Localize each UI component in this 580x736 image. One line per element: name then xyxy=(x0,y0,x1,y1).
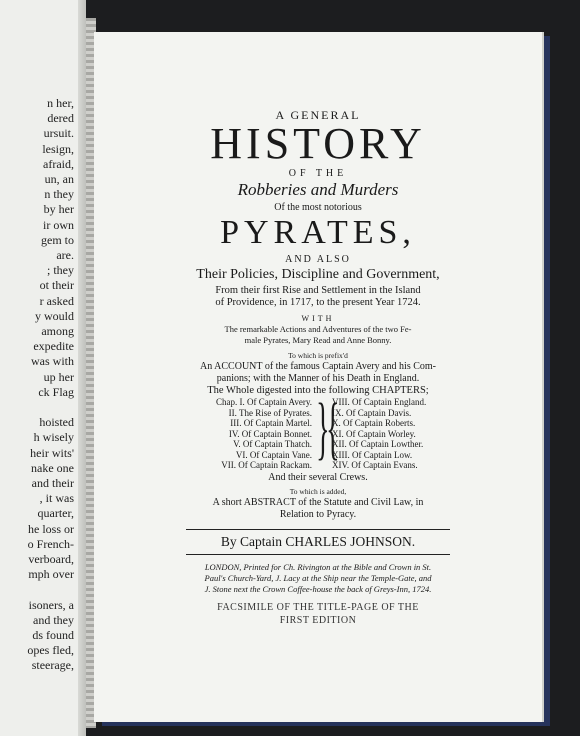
facsimile-line-1: FACSIMILE OF THE TITLE-PAGE OF THE xyxy=(217,602,419,613)
account-line-2: panions; with the Manner of his Death in England. xyxy=(216,373,420,384)
title-page xyxy=(94,32,542,722)
left-page-line: expedite xyxy=(33,339,74,354)
left-page xyxy=(0,0,86,736)
rise-line-2: of Providence, in 1717, to the present Year 1724. xyxy=(215,297,421,308)
left-page-line: by her xyxy=(43,202,74,217)
divider-bottom xyxy=(186,554,450,555)
left-page-line: verboard, xyxy=(28,552,74,566)
left-page-line: un, an xyxy=(44,172,74,186)
chapter-entry: II. The Rise of Pyrates. xyxy=(228,407,312,418)
left-page-line: are. xyxy=(56,248,74,262)
left-page-line: y would xyxy=(35,308,74,323)
with-text: WITH xyxy=(301,314,335,323)
left-page-line: up her xyxy=(43,369,74,384)
left-page-line: ck Flag xyxy=(38,384,74,399)
author-line: By Captain CHARLES JOHNSON. xyxy=(220,534,416,549)
actions-line-1: The remarkable Actions and Adventures of the two Fe- xyxy=(224,324,412,334)
chapter-entry: V. Of Captain Thatch. xyxy=(233,439,312,449)
left-page-line: among xyxy=(41,324,74,338)
chapters-brace: } xyxy=(316,390,330,467)
most-notorious-text: Of the most notorious xyxy=(274,202,362,213)
left-page-line: dered xyxy=(47,111,74,126)
left-page-line: ; they xyxy=(47,263,74,278)
chapter-entry: XIII. Of Captain Low. xyxy=(332,449,413,460)
chapter-entry: XII. Of Captain Lowther. xyxy=(332,439,424,449)
chapter-entry: IX. Of Captain Davis. xyxy=(332,407,412,418)
left-page-line: gem to xyxy=(41,232,74,247)
chapter-entry: X. Of Captain Roberts. xyxy=(332,418,416,428)
left-page-line: opes fled, xyxy=(27,643,74,658)
left-page-line: was with xyxy=(31,354,74,369)
imprint-line-3: J. Stone next the Crown Coffee-house the back of Greys-Inn, 1724. xyxy=(204,584,432,594)
left-page-line: n her, xyxy=(47,96,74,110)
policies-heading: Their Policies, Discipline and Government, xyxy=(196,267,440,282)
left-page-line: and their xyxy=(31,476,74,490)
left-page-line: steerage, xyxy=(31,658,74,673)
chapter-entry: III. Of Captain Martel. xyxy=(230,418,312,428)
chapter-entry: XIV. Of Captain Evans. xyxy=(332,460,418,470)
history-heading: HISTORY xyxy=(210,119,426,168)
left-page-line: ds found xyxy=(32,628,74,642)
left-page-line: nake one xyxy=(31,460,74,475)
chapters-left xyxy=(198,397,312,471)
chapter-entry: VII. Of Captain Rackam. xyxy=(221,460,312,470)
several-crews-text: And their several Crews. xyxy=(268,472,368,483)
chapter-entry: XI. Of Captain Worley. xyxy=(332,428,416,439)
imprint-line-1: LONDON, Printed for Ch. Rivington at the Bible and Crown in St. xyxy=(204,562,432,572)
left-page-line: ir own xyxy=(43,217,74,232)
imprint-line-2: Paul's Church-Yard, J. Lacy at the Ship near the Temple-Gate, and xyxy=(204,573,432,583)
prefix-text: To which is prefix'd xyxy=(288,351,348,360)
left-page-line: lesign, xyxy=(42,141,74,156)
chapters-right xyxy=(332,397,452,471)
chapter-entry: VI. Of Captain Vane. xyxy=(235,449,312,460)
abstract-line-2: Relation to Pyracy. xyxy=(279,509,357,520)
of-the-text: OF THE xyxy=(288,168,348,179)
left-page-line: and they xyxy=(33,612,74,627)
chapters-brace-right: { xyxy=(326,390,340,467)
left-page-line: afraid, xyxy=(43,156,74,171)
pyrates-heading: PYRATES, xyxy=(220,214,416,251)
actions-line-2: male Pyrates, Mary Read and Anne Bonny. xyxy=(244,335,392,345)
left-page-line: ursuit. xyxy=(43,126,74,141)
a-general-text: A GENERAL xyxy=(275,108,361,122)
left-page-line: o French- xyxy=(27,536,74,551)
left-page-line: h wisely xyxy=(33,430,74,445)
facsimile-line-2: FIRST EDITION xyxy=(279,615,357,626)
abstract-line-1: A short ABSTRACT of the Statute and Civil Law, in xyxy=(212,497,424,508)
left-page-line: quarter, xyxy=(37,506,74,521)
divider-top xyxy=(186,529,450,530)
left-page-line: ot their xyxy=(39,278,74,293)
left-page-line: mph over xyxy=(28,567,74,582)
and-also-text: AND ALSO xyxy=(285,254,351,265)
chapter-entry: Chap. I. Of Captain Avery. xyxy=(216,397,312,407)
left-page-line: n they xyxy=(44,187,74,202)
left-page-line: , it was xyxy=(39,491,74,506)
left-page-line: heir wits' xyxy=(30,445,74,460)
account-line-1: An ACCOUNT of the famous Captain Avery and his Com- xyxy=(200,361,436,372)
left-page-line: hoisted xyxy=(39,415,74,430)
chapter-entry: IV. Of Captain Bonnet. xyxy=(228,428,312,439)
robberies-heading: Robberies and Murders xyxy=(237,180,399,199)
left-page-line: isoners, a xyxy=(28,597,74,612)
to-which-added-text: To which is added, xyxy=(289,487,347,496)
left-page-gutter xyxy=(78,0,86,736)
digested-text: The Whole digested into the following CHAPTERS; xyxy=(207,385,429,396)
left-page-line: he loss or xyxy=(28,521,74,536)
rise-line-1: From their first Rise and Settlement in the Island xyxy=(215,285,421,296)
left-page-line: r asked xyxy=(39,293,74,308)
chapter-entry: VIII. Of Captain England. xyxy=(332,397,427,407)
